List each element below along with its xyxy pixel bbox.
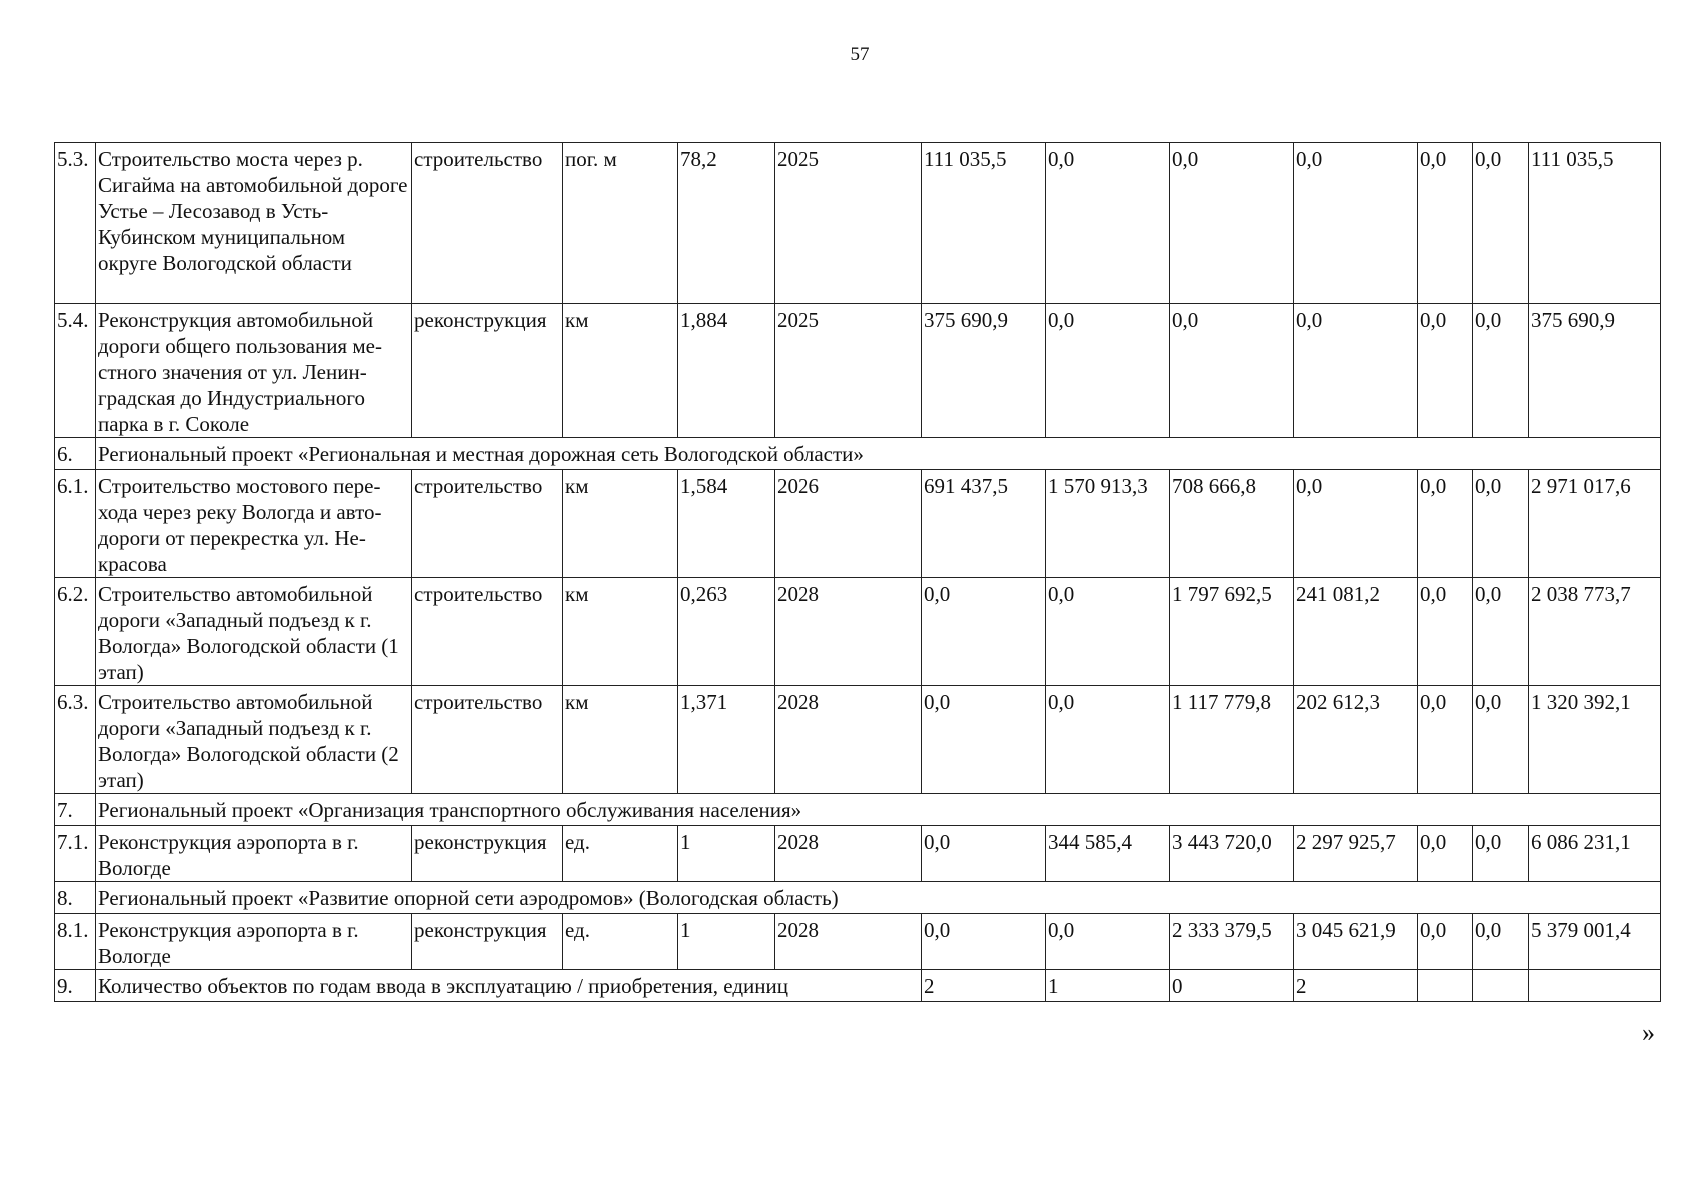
- unit: км: [563, 578, 678, 686]
- amount-cell: 0,0: [1170, 143, 1294, 304]
- work-type: реконструкция: [412, 304, 563, 438]
- amount-cell: 0,0: [1418, 826, 1473, 882]
- amount-cell: 0,0: [1294, 304, 1418, 438]
- count-cell: [1418, 970, 1473, 1002]
- work-type: строительство: [412, 578, 563, 686]
- amount-cell: 0,0: [1473, 470, 1529, 578]
- unit: км: [563, 304, 678, 438]
- row-number: 8.1.: [55, 914, 96, 970]
- table-row: [55, 970, 1661, 1002]
- table-row: [55, 826, 1661, 882]
- table-row: [55, 882, 1661, 914]
- amount-cell: 375 690,9: [922, 304, 1046, 438]
- closing-quote: »: [1642, 1018, 1655, 1047]
- capacity: 1,371: [678, 686, 775, 794]
- commission-year: 2028: [775, 914, 922, 970]
- page-number: 57: [850, 44, 870, 65]
- amount-cell: 0,0: [1418, 143, 1473, 304]
- table-row: [55, 686, 1661, 794]
- total-cell: [1529, 970, 1661, 1002]
- amount-cell: 0,0: [1294, 470, 1418, 578]
- amount-cell: 0,0: [1046, 143, 1170, 304]
- table-row: [55, 470, 1661, 578]
- work-type: строительство: [412, 470, 563, 578]
- unit: ед.: [563, 826, 678, 882]
- row-number: 8.: [55, 882, 96, 914]
- objects-table: [54, 142, 1661, 1002]
- amount-cell: 0,0: [1473, 826, 1529, 882]
- row-number: 6.: [55, 438, 96, 470]
- object-name: Реконструкция аэропорта в г. Вологде: [96, 914, 412, 970]
- amount-cell: 0,0: [1473, 578, 1529, 686]
- amount-cell: 708 666,8: [1170, 470, 1294, 578]
- capacity: 1,884: [678, 304, 775, 438]
- amount-cell: 0,0: [1046, 686, 1170, 794]
- total-cell: 5 379 001,4: [1529, 914, 1661, 970]
- total-cell: 375 690,9: [1529, 304, 1661, 438]
- section-title: Региональный проект «Развитие опорной сети аэродромов» (Вологодская область): [96, 882, 1661, 914]
- commission-year: 2028: [775, 686, 922, 794]
- amount-cell: 0,0: [1418, 304, 1473, 438]
- amount-cell: 0,0: [922, 686, 1046, 794]
- commission-year: 2025: [775, 304, 922, 438]
- commission-year: 2028: [775, 826, 922, 882]
- amount-cell: 1 797 692,5: [1170, 578, 1294, 686]
- count-cell: 2: [922, 970, 1046, 1002]
- capacity: 1: [678, 826, 775, 882]
- amount-cell: 0,0: [1418, 578, 1473, 686]
- amount-cell: 0,0: [1473, 914, 1529, 970]
- amount-cell: 0,0: [1170, 304, 1294, 438]
- section-title: Региональный проект «Организация транспортного обслуживания населения»: [96, 794, 1661, 826]
- amount-cell: 241 081,2: [1294, 578, 1418, 686]
- amount-cell: 3 443 720,0: [1170, 826, 1294, 882]
- amount-cell: 1 570 913,3: [1046, 470, 1170, 578]
- count-cell: 0: [1170, 970, 1294, 1002]
- unit: пог. м: [563, 143, 678, 304]
- object-name: Строительство моста через р. Сигайма на автомобильной дороге Устье – Лесозавод в Усть-Кубинском муниципальном округе Вологодской области: [96, 143, 412, 304]
- amount-cell: 0,0: [1418, 914, 1473, 970]
- count-cell: 1: [1046, 970, 1170, 1002]
- commission-year: 2028: [775, 578, 922, 686]
- amount-cell: 0,0: [1418, 686, 1473, 794]
- row-number: 9.: [55, 970, 96, 1002]
- amount-cell: 0,0: [1473, 143, 1529, 304]
- total-cell: 111 035,5: [1529, 143, 1661, 304]
- amount-cell: 0,0: [1418, 470, 1473, 578]
- amount-cell: 0,0: [922, 826, 1046, 882]
- commission-year: 2025: [775, 143, 922, 304]
- table-row: [55, 438, 1661, 470]
- table-row: [55, 794, 1661, 826]
- amount-cell: 111 035,5: [922, 143, 1046, 304]
- amount-cell: 0,0: [1294, 143, 1418, 304]
- amount-cell: 0,0: [1473, 304, 1529, 438]
- table-row: [55, 143, 1661, 304]
- row-number: 7.: [55, 794, 96, 826]
- amount-cell: 0,0: [922, 914, 1046, 970]
- amount-cell: 344 585,4: [1046, 826, 1170, 882]
- row-number: 6.2.: [55, 578, 96, 686]
- work-type: реконструкция: [412, 826, 563, 882]
- amount-cell: 0,0: [1046, 914, 1170, 970]
- table-row: [55, 304, 1661, 438]
- work-type: строительство: [412, 143, 563, 304]
- capacity: 78,2: [678, 143, 775, 304]
- count-cell: [1473, 970, 1529, 1002]
- capacity: 1: [678, 914, 775, 970]
- total-cell: 6 086 231,1: [1529, 826, 1661, 882]
- amount-cell: 202 612,3: [1294, 686, 1418, 794]
- amount-cell: 3 045 621,9: [1294, 914, 1418, 970]
- row-number: 5.4.: [55, 304, 96, 438]
- work-type: строительство: [412, 686, 563, 794]
- table-row: [55, 914, 1661, 970]
- total-cell: 2 971 017,6: [1529, 470, 1661, 578]
- capacity: 1,584: [678, 470, 775, 578]
- count-cell: 2: [1294, 970, 1418, 1002]
- work-type: реконструкция: [412, 914, 563, 970]
- row-number: 6.1.: [55, 470, 96, 578]
- capacity: 0,263: [678, 578, 775, 686]
- unit: км: [563, 470, 678, 578]
- row-number: 6.3.: [55, 686, 96, 794]
- object-name: Строительство мостового перехода через реку Вологда и автодороги от перекрестка ул. Некрасова: [96, 470, 412, 578]
- amount-cell: 691 437,5: [922, 470, 1046, 578]
- table-row: [55, 578, 1661, 686]
- object-name: Реконструкция автомобильной дороги общего пользования местного значения от ул. Ленинградская до Индустриального парка в г. Соколе: [96, 304, 412, 438]
- section-title: Региональный проект «Региональная и местная дорожная сеть Вологодской области»: [96, 438, 1661, 470]
- count-title: Количество объектов по годам ввода в эксплуатацию / приобретения, единиц: [96, 970, 922, 1002]
- commission-year: 2026: [775, 470, 922, 578]
- amount-cell: 0,0: [1046, 578, 1170, 686]
- amount-cell: 0,0: [1046, 304, 1170, 438]
- unit: ед.: [563, 914, 678, 970]
- total-cell: 2 038 773,7: [1529, 578, 1661, 686]
- row-number: 5.3.: [55, 143, 96, 304]
- amount-cell: 1 117 779,8: [1170, 686, 1294, 794]
- total-cell: 1 320 392,1: [1529, 686, 1661, 794]
- amount-cell: 0,0: [1473, 686, 1529, 794]
- amount-cell: 0,0: [922, 578, 1046, 686]
- object-name: Строительство автомобильной дороги «Западный подъезд к г. Вологда» Вологодской области (2 этап): [96, 686, 412, 794]
- unit: км: [563, 686, 678, 794]
- object-name: Реконструкция аэропорта в г. Вологде: [96, 826, 412, 882]
- amount-cell: 2 297 925,7: [1294, 826, 1418, 882]
- row-number: 7.1.: [55, 826, 96, 882]
- amount-cell: 2 333 379,5: [1170, 914, 1294, 970]
- object-name: Строительство автомобильной дороги «Западный подъезд к г. Вологда» Вологодской области (1 этап): [96, 578, 412, 686]
